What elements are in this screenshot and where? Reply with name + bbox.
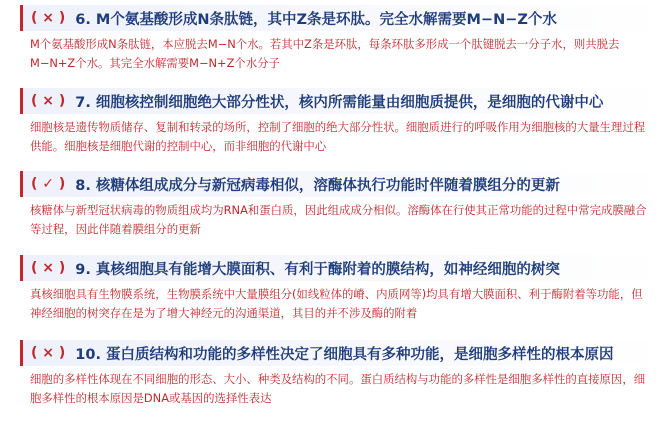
question-row: [20, 340, 664, 366]
wrong-mark: ( × ): [31, 345, 66, 361]
wrong-mark: ( × ): [31, 10, 66, 26]
question-text: 9. 真核细胞具有能增大膜面积、有利于酶附着的膜结构，如神经细胞的树突: [75, 261, 560, 278]
wrong-mark: ( × ): [31, 93, 66, 109]
question-item-8: [20, 171, 664, 239]
question-text: 10. 蛋白质结构和功能的多样性决定了细胞具有多种功能，是细胞多样性的根本原因: [75, 346, 614, 363]
question-item-6: [20, 5, 664, 73]
question-row: [20, 255, 664, 281]
explanation-text: 细胞核是遗传物质储存、复制和转录的场所，控制了细胞的绝大部分性状。细胞质进行的呼吸作用为细胞核的大量生理过程供能。细胞核是细胞代谢的控制中心，而非细胞的代谢中心: [30, 120, 646, 153]
question-item-9: [20, 255, 664, 323]
explanation-text: 真核细胞具有生物膜系统，生物膜系统中大量膜组分(如线粒体的嵴、内质网等)均具有增大膜面积、利于酶附着等功能，但神经细胞的树突存在是为了增大神经元的沟通渠道，其目的并不涉及酶的附着: [30, 287, 643, 320]
question-text: 8. 核糖体组成成分与新冠病毒相似，溶酶体执行功能时伴随着膜组分的更新: [75, 177, 560, 194]
explanation-text: 细胞的多样性体现在不同细胞的形态、大小、种类及结构的不同。蛋白质结构与功能的多样性是细胞多样性的直接原因，细胞多样性的根本原因是DNA或基因的选择性表达: [30, 372, 646, 405]
question-text: 6. M个氨基酸形成N条肽链，其中Z条是环肽。完全水解需要M−N−Z个水: [75, 11, 557, 28]
question-text: 7. 细胞核控制细胞绝大部分性状，核内所需能量由细胞质提供，是细胞的代谢中心: [75, 94, 604, 111]
question-row: [20, 5, 664, 31]
question-row: [20, 171, 664, 197]
correct-mark: ( ✓ ): [31, 176, 66, 192]
wrong-mark: ( × ): [31, 260, 66, 276]
explanation-text: M个氨基酸形成N条肽链，本应脱去M−N个水。若其中Z条是环肽，每条环肽多形成一个肽键脱去一分子水，则共脱去M−N+Z个水。其完全水解需要M−N+Z个水分子: [30, 37, 620, 70]
question-row: [20, 88, 664, 114]
question-item-10: [20, 340, 664, 408]
explanation-text: 核糖体与新型冠状病毒的物质组成均为RNA和蛋白质，因此组成成分相似。溶酶体在行使其正常功能的过程中常完成膜融合等过程，因此伴随着膜组分的更新: [30, 203, 647, 236]
question-item-7: [20, 88, 664, 156]
